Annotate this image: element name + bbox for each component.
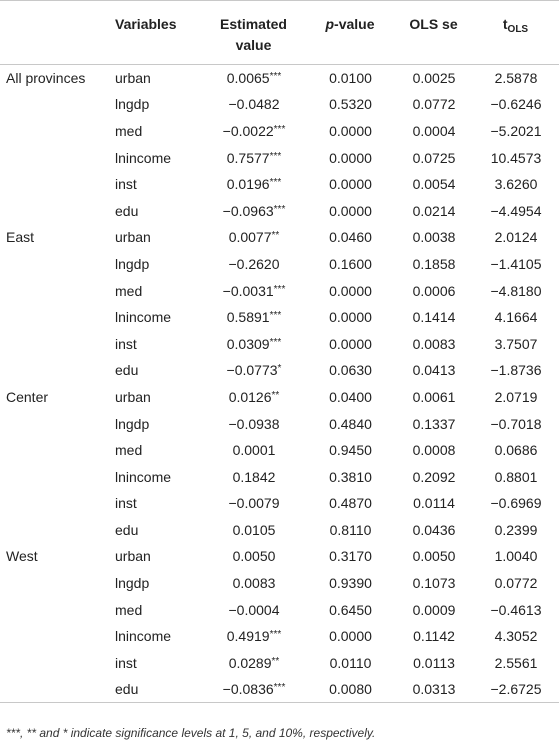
estimate-cell (202, 543, 306, 570)
estimate-value: 0.0001 (232, 442, 276, 459)
estimate-cell (202, 463, 306, 490)
ols-se-cell: 0.0436 (412, 521, 456, 538)
table-row (0, 517, 559, 544)
table-row (0, 171, 559, 198)
group-label (0, 171, 107, 198)
variable-cell: lnincome (115, 468, 172, 485)
estimate-cell (202, 623, 306, 650)
significance-stars: ** (271, 655, 280, 667)
estimate-value: 0.0083 (232, 575, 276, 592)
ols-se-cell: 0.0025 (412, 70, 456, 87)
variable-cell: edu (107, 676, 202, 703)
group-label (0, 251, 107, 278)
table-row (0, 251, 559, 278)
group-label (0, 490, 107, 517)
table-row (0, 118, 559, 145)
ols-se-cell: 0.0413 (412, 362, 456, 379)
significance-stars: *** (273, 682, 286, 694)
ols-se-cell: 0.0061 (412, 388, 456, 405)
estimate-value: −0.0079 (228, 495, 280, 512)
ols-se-cell: 0.0006 (412, 282, 456, 299)
table-row (0, 543, 559, 570)
variable-cell: lngdp (115, 96, 150, 113)
p-value-cell: 0.0000 (329, 122, 372, 139)
significance-stars: ** (271, 230, 280, 242)
p-value-cell: 0.5320 (329, 96, 372, 113)
t-ols-cell: 2.5878 (494, 70, 538, 87)
estimate-cell (202, 118, 306, 145)
estimate-value: 0.0065 (226, 70, 270, 87)
significance-stars: *** (269, 336, 282, 348)
ols-se-cell: 0.0009 (412, 601, 456, 618)
p-value-cell: 0.4870 (329, 495, 372, 512)
group-label: West (6, 548, 38, 565)
p-value-cell: 0.0100 (329, 70, 372, 87)
group-label (0, 304, 107, 331)
header-row (0, 1, 559, 65)
t-ols-cell: 4.1664 (494, 309, 538, 326)
ols-se-cell: 0.0114 (413, 495, 455, 512)
significance-stars: * (277, 363, 282, 375)
estimate-value: 0.7577 (226, 149, 270, 166)
group-label (0, 463, 107, 490)
header-t-ols: $t_{OLS}$ (473, 1, 559, 65)
estimate-cell (202, 357, 306, 384)
estimate-value: −0.0938 (228, 415, 280, 432)
p-value-cell: 0.3170 (329, 548, 372, 565)
estimate-value: 0.0126 (228, 388, 272, 405)
variable-cell: inst (115, 495, 137, 512)
p-value-cell: 0.0460 (329, 229, 372, 246)
variable-cell: lnincome (115, 628, 172, 645)
variable-cell: lnincome (115, 309, 172, 326)
group-label (0, 91, 107, 118)
variable-cell: lnincome (115, 149, 172, 166)
group-label (0, 410, 107, 437)
table-row (0, 65, 559, 92)
group-label (0, 437, 107, 464)
p-value-cell: 0.0000 (329, 149, 372, 166)
group-label (0, 517, 107, 544)
p-value-cell: 0.0000 (329, 628, 372, 645)
estimate-cell (202, 330, 306, 357)
table-row (0, 410, 559, 437)
estimate-cell (202, 304, 306, 331)
ols-se-cell: 0.1414 (412, 309, 456, 326)
t-ols-cell: 10.4573 (490, 149, 542, 166)
t-ols-cell: −2.6725 (473, 676, 559, 703)
estimate-value: 0.0050 (232, 548, 276, 565)
header-ols-se: OLS se (395, 1, 473, 65)
estimate-cell (202, 65, 306, 92)
ols-se-cell: 0.1858 (412, 255, 456, 272)
t-ols-cell: −0.6969 (490, 495, 542, 512)
group-label (0, 596, 107, 623)
estimate-value: −0.0031 (222, 282, 274, 299)
ols-se-cell: 0.0004 (412, 122, 456, 139)
p-value-cell: 0.0080 (306, 676, 395, 703)
ols-se-cell: 0.0083 (412, 335, 456, 352)
table-row (0, 330, 559, 357)
estimate-cell (202, 171, 306, 198)
estimate-value: 0.0105 (232, 521, 276, 538)
group-label (0, 570, 107, 597)
variable-cell: edu (115, 521, 139, 538)
estimate-cell (202, 490, 306, 517)
estimate-cell (202, 384, 306, 411)
ols-se-cell: 0.0038 (412, 229, 456, 246)
group-label (0, 623, 107, 650)
variable-cell: med (115, 282, 143, 299)
variable-cell: urban (115, 388, 151, 405)
estimate-cell (202, 410, 306, 437)
p-value-cell: 0.0000 (329, 282, 372, 299)
estimate-cell (202, 676, 306, 703)
header-estimated-value: Estimated value (202, 1, 306, 65)
p-value-cell: 0.6450 (329, 601, 372, 618)
estimate-value: 0.0077 (228, 229, 272, 246)
estimate-value: 0.5891 (226, 309, 270, 326)
significance-stars: *** (273, 123, 286, 135)
p-value-cell: 0.1600 (329, 255, 372, 272)
variable-cell: med (115, 442, 143, 459)
table-row (0, 463, 559, 490)
variable-cell: lngdp (115, 415, 150, 432)
p-value-cell: 0.8110 (329, 521, 372, 538)
t-ols-cell: 3.6260 (494, 176, 538, 193)
estimate-cell (202, 251, 306, 278)
estimate-cell (202, 596, 306, 623)
table-row (0, 676, 559, 703)
t-ols-cell: 3.7507 (494, 335, 538, 352)
header-p-value: p-value (306, 1, 395, 65)
table-row (0, 197, 559, 224)
p-value-cell: 0.0110 (329, 654, 372, 671)
estimate-value: 0.4919 (226, 628, 270, 645)
footnote: ***, ** and * indicate significance levels at 1, 5, and 10%, respectively. (6, 726, 376, 740)
estimate-value: −0.0963 (222, 202, 274, 219)
variable-cell: edu (115, 202, 139, 219)
variable-cell: inst (115, 654, 137, 671)
ols-se-cell: 0.1142 (413, 628, 455, 645)
header-variables: Variables (107, 1, 202, 65)
t-ols-cell: 0.8801 (494, 468, 538, 485)
estimate-cell (202, 277, 306, 304)
group-label (0, 197, 107, 224)
t-ols-cell: 2.5561 (494, 654, 538, 671)
group-label: East (6, 229, 35, 246)
t-ols-cell: 1.0040 (494, 548, 538, 565)
table-row (0, 437, 559, 464)
ols-se-cell: 0.0725 (412, 149, 456, 166)
estimate-value: 0.0196 (226, 176, 270, 193)
significance-stars: *** (269, 629, 282, 641)
p-value-cell: 0.9390 (329, 575, 372, 592)
group-label (0, 277, 107, 304)
estimate-value: −0.0482 (228, 96, 280, 113)
ols-se-cell: 0.0113 (413, 654, 455, 671)
variable-cell: urban (115, 70, 151, 87)
ols-se-cell: 0.1337 (412, 415, 456, 432)
estimate-value: −0.0004 (228, 601, 280, 618)
t-ols-cell: 0.0686 (494, 442, 538, 459)
p-value-cell: 0.0000 (329, 202, 372, 219)
t-ols-cell: −0.7018 (490, 415, 542, 432)
variable-cell: urban (115, 229, 151, 246)
variable-cell: med (115, 601, 143, 618)
estimate-value: −0.0022 (222, 122, 274, 139)
p-value-cell: 0.0000 (329, 335, 372, 352)
ols-se-cell: 0.2092 (412, 468, 456, 485)
significance-stars: *** (269, 71, 282, 83)
estimate-cell (202, 91, 306, 118)
p-value-cell: 0.4840 (329, 415, 372, 432)
p-value-cell: 0.9450 (329, 442, 372, 459)
t-ols-cell: −1.4105 (490, 255, 542, 272)
t-ols-cell: −0.4613 (490, 601, 542, 618)
p-value-cell: 0.3810 (329, 468, 372, 485)
t-ols-cell: 4.3052 (494, 628, 538, 645)
table-row (0, 357, 559, 384)
variable-cell: lngdp (115, 575, 150, 592)
group-label (0, 357, 107, 384)
variable-cell: med (115, 122, 143, 139)
table-row (0, 623, 559, 650)
table-row (0, 277, 559, 304)
estimate-value: 0.0289 (228, 654, 272, 671)
estimate-value: −0.2620 (228, 255, 280, 272)
variable-cell: inst (115, 176, 137, 193)
ols-se-cell: 0.0313 (395, 676, 473, 703)
estimate-value: −0.0773 (226, 362, 278, 379)
p-value-cell: 0.0000 (329, 309, 372, 326)
significance-stars: *** (273, 203, 286, 215)
ols-se-cell: 0.0054 (412, 176, 456, 193)
group-label (0, 144, 107, 171)
p-value-cell: 0.0400 (329, 388, 372, 405)
estimate-value: −0.0836 (222, 681, 274, 698)
t-ols-cell: 2.0124 (494, 229, 538, 246)
table-row (0, 384, 559, 411)
significance-stars: *** (273, 283, 286, 295)
significance-stars: *** (269, 150, 282, 162)
significance-stars: ** (271, 389, 280, 401)
t-ols-cell: −4.4954 (490, 202, 542, 219)
estimate-value: 0.0309 (226, 335, 270, 352)
t-ols-cell: 0.0772 (494, 575, 538, 592)
group-label (0, 650, 107, 677)
p-value-cell: 0.0630 (329, 362, 372, 379)
table-row (0, 91, 559, 118)
variable-cell: edu (115, 362, 139, 379)
variable-cell: lngdp (115, 255, 150, 272)
group-label: All provinces (6, 70, 86, 87)
t-ols-cell: −0.6246 (490, 96, 542, 113)
t-ols-cell: 0.2399 (494, 521, 538, 538)
estimate-cell (202, 517, 306, 544)
header-group (0, 1, 107, 65)
table-body (0, 65, 559, 703)
estimate-cell (202, 197, 306, 224)
group-label (0, 118, 107, 145)
group-label (0, 330, 107, 357)
group-label (0, 676, 107, 703)
ols-se-cell: 0.0214 (412, 202, 456, 219)
estimate-cell (202, 570, 306, 597)
table-row (0, 596, 559, 623)
p-value-cell: 0.0000 (329, 176, 372, 193)
ols-se-cell: 0.0008 (412, 442, 456, 459)
estimate-cell (202, 144, 306, 171)
t-ols-cell: −4.8180 (490, 282, 542, 299)
estimate-cell (202, 224, 306, 251)
ols-se-cell: 0.0050 (412, 548, 456, 565)
t-ols-cell: −5.2021 (490, 122, 542, 139)
table-row (0, 570, 559, 597)
table-row (0, 224, 559, 251)
table-row (0, 650, 559, 677)
variable-cell: inst (115, 335, 137, 352)
estimate-cell (202, 437, 306, 464)
variable-cell: urban (115, 548, 151, 565)
estimate-value: 0.1842 (232, 468, 276, 485)
t-ols-cell: −1.8736 (490, 362, 542, 379)
estimate-cell (202, 650, 306, 677)
table-row (0, 144, 559, 171)
ols-se-cell: 0.0772 (412, 96, 456, 113)
significance-stars: *** (269, 177, 282, 189)
t-ols-cell: 2.0719 (494, 388, 538, 405)
ols-se-cell: 0.1073 (412, 575, 456, 592)
group-label: Center (6, 388, 49, 405)
table-row (0, 490, 559, 517)
significance-stars: *** (269, 310, 282, 322)
table-row (0, 304, 559, 331)
